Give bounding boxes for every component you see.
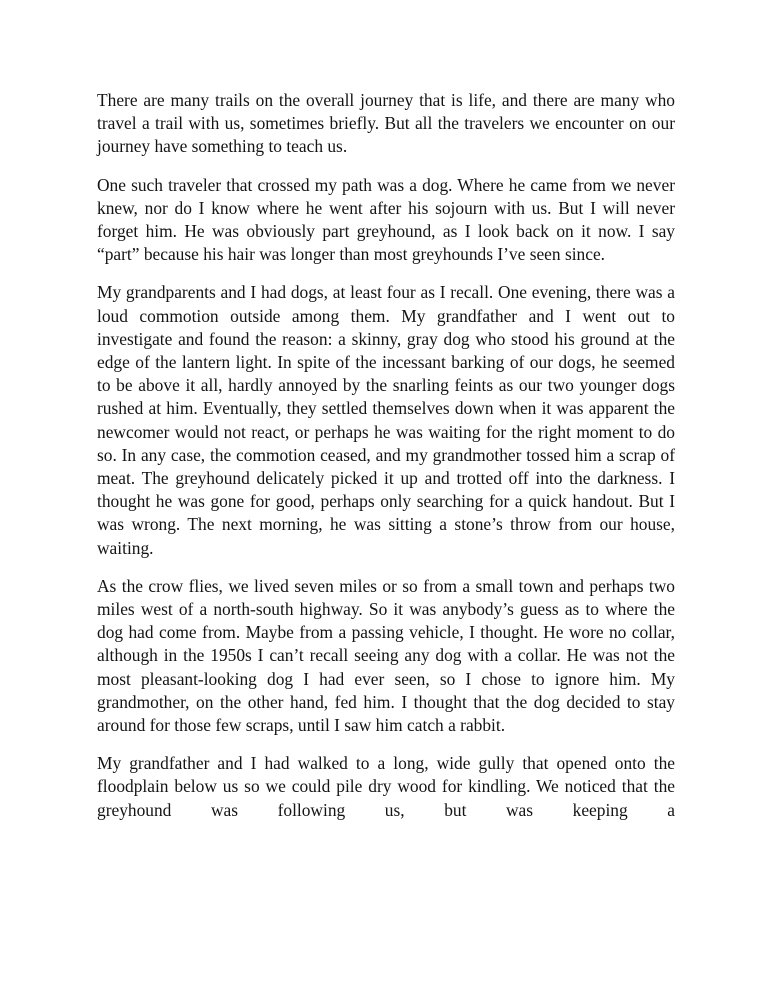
paragraph-2: One such traveler that crossed my path was a dog. Where he came from we never knew, nor do I know where he went after his sojourn with us. But I will never forget him. He was obviously part greyhound, as I look back on it now. I say “part” because his hair was longer than most greyhounds I’ve seen since. (97, 174, 675, 265)
document-page (97, 89, 675, 822)
paragraph-3: My grandparents and I had dogs, at least four as I recall. One evening, there was a loud commotion outside among them. My grandfather and I went out to investigate and found the reason: a skinny, gray dog who stood his ground at the edge of the lantern light. In spite of the incessant barking of our dogs, he seemed to be above it all, hardly annoyed by the snarling feints as our two younger dogs rushed at him. Eventually, they settled themselves down when it was apparent the newcomer would not react, or perhaps he was waiting for the right moment to do so. In any case, the commotion ceased, and my grandmother tossed him a scrap of meat. The greyhound delicately picked it up and trotted off into the darkness. I thought he was gone for good, perhaps only searching for a quick handout. But I was wrong. The next morning, he was sitting a stone’s throw from our house, waiting. (97, 282, 675, 558)
paragraph-5: My grandfather and I had walked to a long, wide gully that opened onto the floodplain below us so we could pile dry wood for kindling. We noticed that the greyhound was following us, but was keeping a (97, 753, 675, 820)
paragraph-1: There are many trails on the overall journey that is life, and there are many who travel a trail with us, sometimes briefly. But all the travelers we encounter on our journey have something to teach us. (97, 90, 675, 157)
paragraph-4: As the crow flies, we lived seven miles or so from a small town and perhaps two miles west of a north-south highway. So it was anybody’s guess as to where the dog had come from. Maybe from a passing vehicle, I thought. He wore no collar, although in the 1950s I can’t recall seeing any dog with a collar. He was not the most pleasant-looking dog I had ever seen, so I chose to ignore him. My grandmother, on the other hand, fed him. I thought that the dog decided to stay around for those few scraps, until I saw him catch a rabbit. (97, 575, 675, 736)
